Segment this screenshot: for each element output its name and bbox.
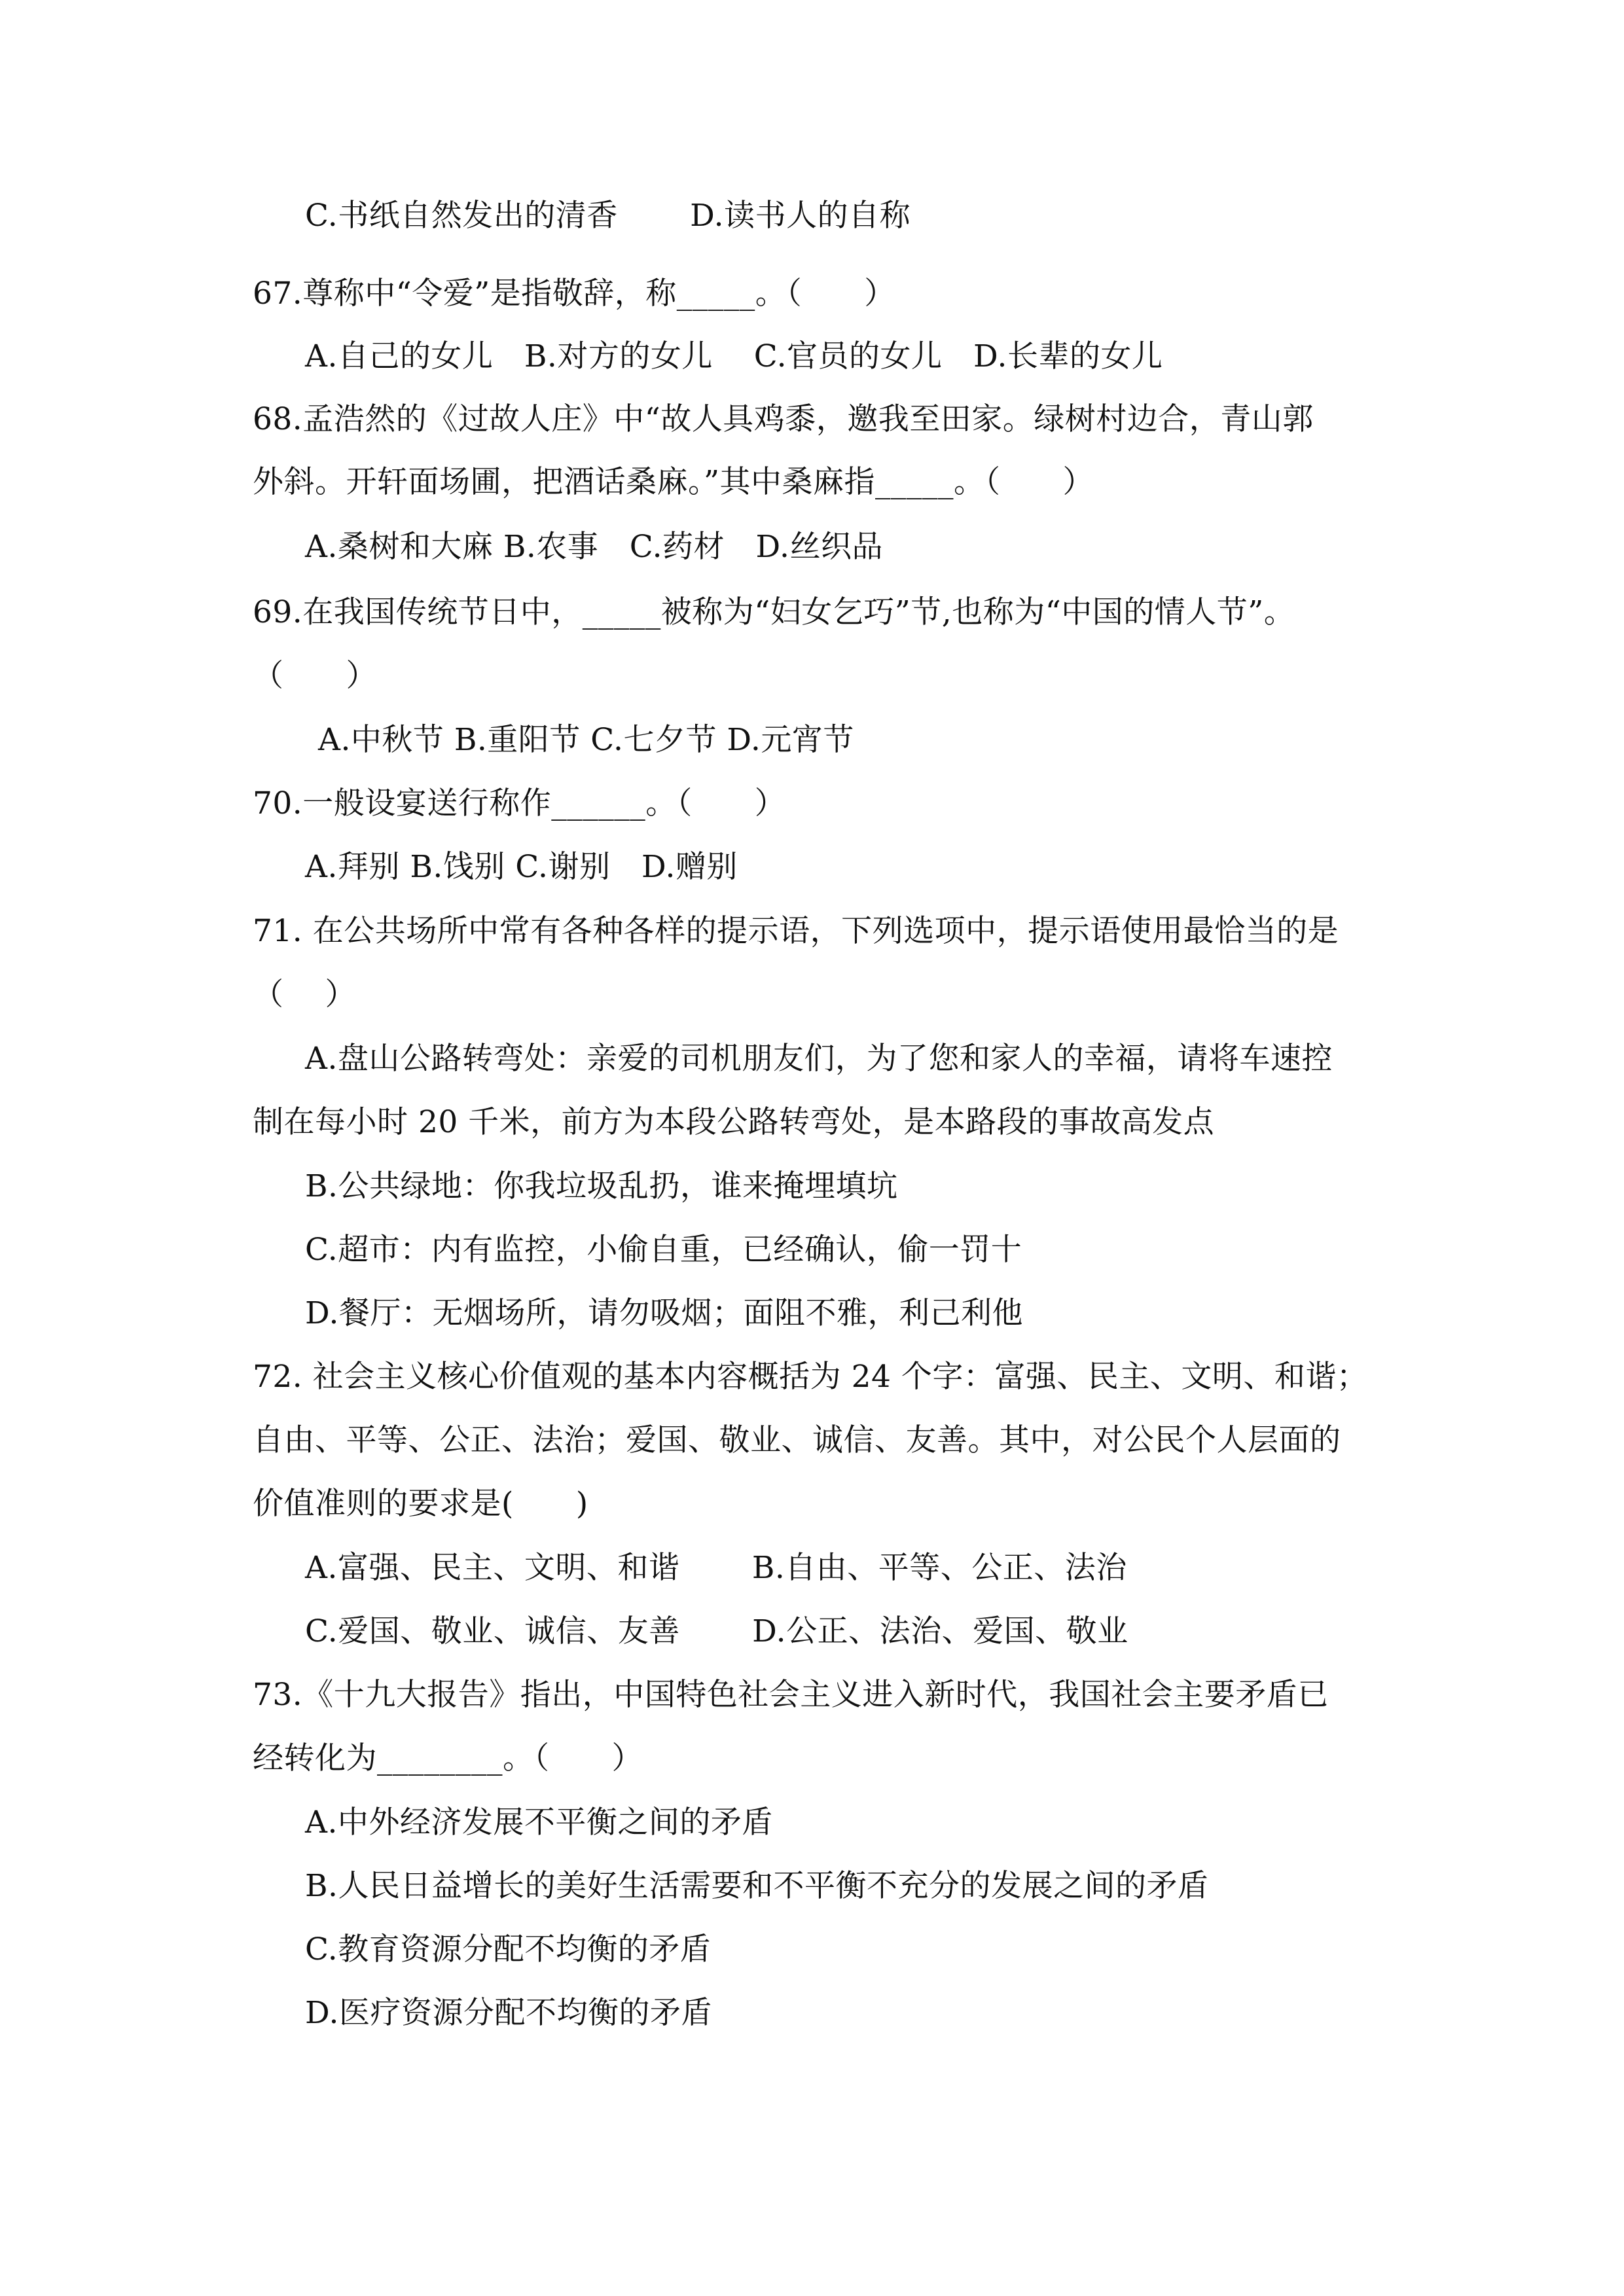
q72-stem-line1: 72. 社会主义核心价值观的基本内容概括为 24 个字：富强、民主、文明、和谐；	[253, 1359, 1368, 1395]
q72-stem-line2: 自由、平等、公正、法治；爱国、敬业、诚信、友善。其中，对公民个人层面的	[253, 1422, 1341, 1458]
q73-option-a: A.中外经济发展不平衡之间的矛盾	[305, 1804, 773, 1840]
q67-stem: 67.尊称中“令爱”是指敬辞，称_____。（ ）	[253, 276, 895, 312]
q73-option-c: C.教育资源分配不均衡的矛盾	[305, 1931, 712, 1967]
q70-options: A.拜别 B.饯别 C.谢别 D.赠别	[305, 849, 738, 885]
q73-stem-line1: 73.《十九大报告》指出，中国特色社会主义进入新时代，我国社会主要矛盾已	[253, 1677, 1329, 1713]
q71-option-a-line2: 制在每小时 20 千米，前方为本段公路转弯处，是本路段的事故高发点	[253, 1104, 1215, 1140]
q73-option-b: B.人民日益增长的美好生活需要和不平衡不充分的发展之间的矛盾	[305, 1868, 1209, 1904]
q66-options-cd: C.书纸自然发出的清香 D.读书人的自称	[305, 198, 911, 234]
q72-options-cd: C.爱国、敬业、诚信、友善 D.公正、法治、爱国、敬业	[305, 1613, 1128, 1649]
q71-stem-line1: 71. 在公共场所中常有各种各样的提示语，下列选项中，提示语使用最恰当的是	[253, 913, 1339, 949]
q73-stem-line2: 经转化为________。（ ）	[253, 1740, 643, 1776]
q68-stem-line1: 68.孟浩然的《过故人庄》中“故人具鸡黍，邀我至田家。绿树村边合，青山郭	[253, 401, 1314, 437]
q69-stem-line2: （ ）	[253, 658, 377, 694]
q68-options: A.桑树和大麻 B.农事 C.药材 D.丝织品	[305, 529, 883, 565]
q72-options-ab: A.富强、民主、文明、和谐 B.自由、平等、公正、法治	[305, 1550, 1127, 1586]
q68-stem-line2: 外斜。开轩面场圃，把酒话桑麻。”其中桑麻指_____。（ ）	[253, 464, 1094, 500]
q71-stem-line2: （ ）	[253, 977, 356, 1013]
q72-stem-line3: 价值准则的要求是( )	[253, 1486, 588, 1522]
q69-stem-line1: 69.在我国传统节日中，_____被称为“妇女乞巧”节,也称为“中国的情人节”。	[253, 594, 1295, 630]
q70-stem: 70.一般设宴送行称作______。（ ）	[253, 785, 786, 821]
q69-options: A.中秋节 B.重阳节 C.七夕节 D.元宵节	[318, 722, 854, 758]
q71-option-b: B.公共绿地：你我垃圾乱扔，谁来掩埋填坑	[305, 1168, 898, 1204]
q71-option-a-line1: A.盘山公路转弯处：亲爱的司机朋友们，为了您和家人的幸福，请将车速控	[305, 1041, 1333, 1077]
q73-option-d: D.医疗资源分配不均衡的矛盾	[305, 1995, 712, 2031]
q67-options: A.自己的女儿 B.对方的女儿 C.官员的女儿 D.长辈的女儿	[305, 338, 1163, 374]
q71-option-c: C.超市：内有监控，小偷自重，已经确认，偷一罚十	[305, 1232, 1022, 1268]
q71-option-d: D.餐厅：无烟场所，请勿吸烟；面阻不雅，利己利他	[305, 1295, 1023, 1331]
